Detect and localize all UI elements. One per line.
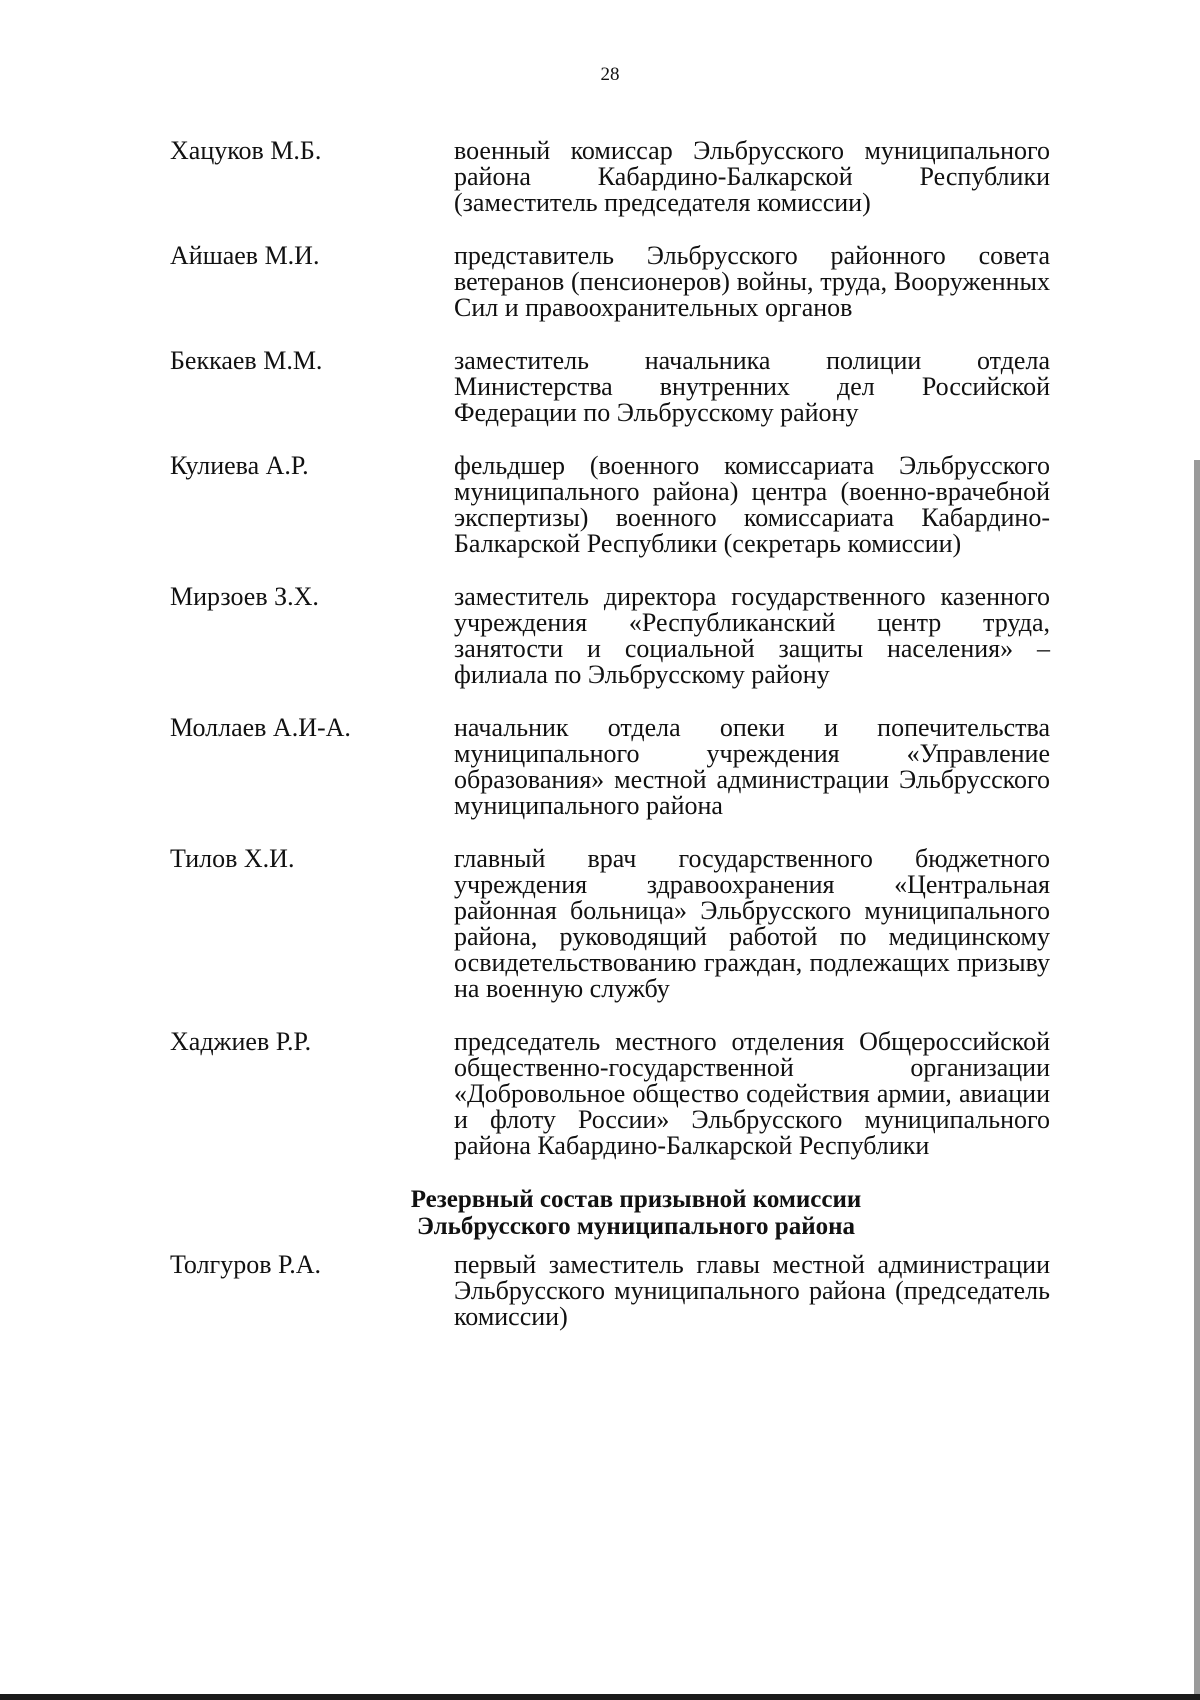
reserve-member-entry	[170, 1252, 1050, 1330]
reserve-heading-line-1: Резервный состав призывной комиссии	[410, 1186, 862, 1213]
member-entry	[170, 584, 1050, 688]
reserve-heading-line-2: Эльбрусского муниципального района	[416, 1213, 856, 1240]
member-entry	[170, 846, 1050, 1002]
reserve-section-heading	[170, 1186, 1026, 1240]
scan-right-edge	[1194, 460, 1200, 1700]
member-entry	[170, 715, 1050, 819]
member-entry	[170, 138, 1050, 216]
member-role: председатель местного отделения Общероссийской общественно-государственной организации «Добровольное общество содействия армии, авиации и флоту России» Эльбрусского муниципального района Кабардино-Балкарской Республики	[454, 1027, 1050, 1160]
member-name: Хацуков М.Б.	[170, 136, 322, 165]
member-name: Мирзоев З.Х.	[170, 582, 319, 611]
member-role: заместитель начальника полиции отдела Министерства внутренних дел Российской Федерации по Эльбрусскому району	[454, 346, 1050, 427]
member-entry	[170, 348, 1050, 426]
member-name: Айшаев М.И.	[170, 241, 320, 270]
member-role: фельдшер (военного комиссариата Эльбрусского муниципального района) центра (военно-врачебной экспертизы) военного комиссариата Кабардино-Балкарской Республики (секретарь комиссии)	[454, 451, 1050, 558]
member-role: начальник отдела опеки и попечительства муниципального учреждения «Управление образования» местной администрации Эльбрусского муниципального района	[454, 713, 1050, 820]
reserve-member-role: первый заместитель главы местной администрации Эльбрусского муниципального района (председатель комиссии)	[454, 1250, 1050, 1331]
member-role: главный врач государственного бюджетного учреждения здравоохранения «Центральная районная больница» Эльбрусского муниципального района, руководящий работой по медицинскому освидетельствованию граждан, подлежащих призыву на военную службу	[454, 844, 1050, 1003]
reserve-member-name: Толгуров Р.А.	[170, 1250, 321, 1279]
member-name: Беккаев М.М.	[170, 346, 323, 375]
member-name: Моллаев А.И-А.	[170, 713, 351, 742]
member-role: военный комиссар Эльбрусского муниципального района Кабардино-Балкарской Республики (заместитель председателя комиссии)	[454, 136, 1050, 217]
commission-member-list	[170, 138, 1050, 1357]
member-entry	[170, 453, 1050, 557]
member-entry	[170, 1029, 1050, 1159]
member-role: заместитель директора государственного казенного учреждения «Республиканский центр труда, занятости и социальной защиты населения» – филиала по Эльбрусскому району	[454, 582, 1050, 689]
page-number: 28	[600, 64, 620, 85]
scan-bottom-edge	[0, 1694, 1200, 1700]
member-role: представитель Эльбрусского районного совета ветеранов (пенсионеров) войны, труда, Вооруженных Сил и правоохранительных органов	[454, 241, 1050, 322]
member-name: Кулиева А.Р.	[170, 451, 309, 480]
member-entry	[170, 243, 1050, 321]
member-name: Хаджиев Р.Р.	[170, 1027, 312, 1056]
member-name: Тилов Х.И.	[170, 844, 295, 873]
